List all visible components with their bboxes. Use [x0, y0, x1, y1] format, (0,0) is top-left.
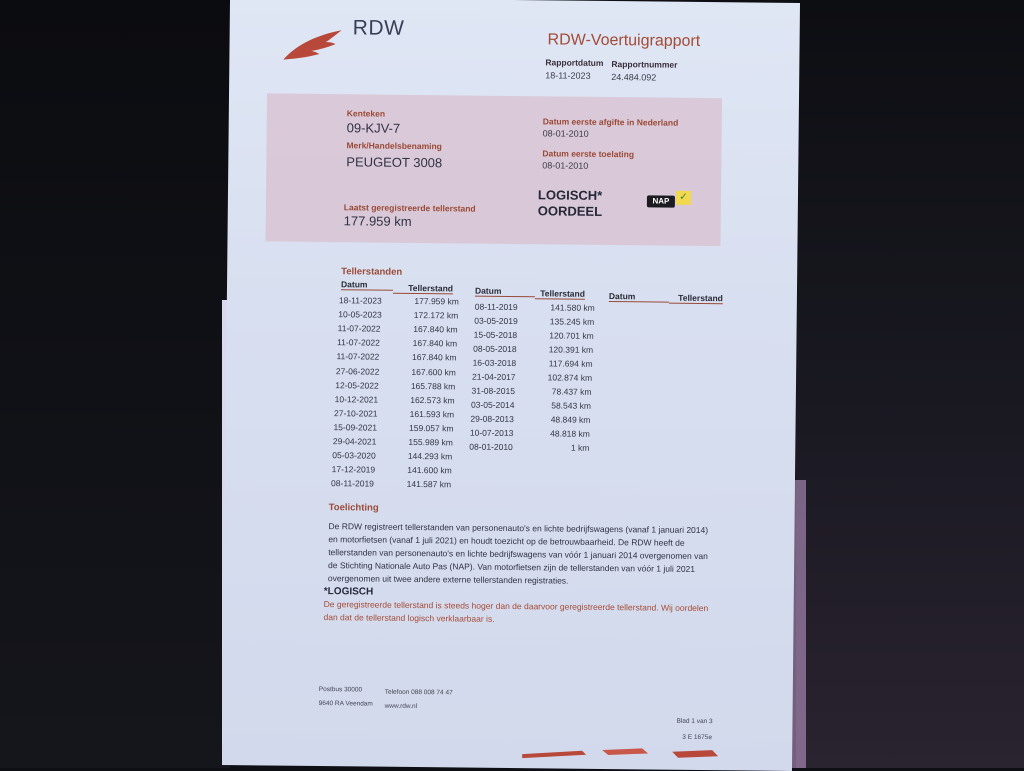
reading-km: 162.573 km: [410, 394, 455, 406]
reading-date: 27-10-2021: [334, 407, 378, 419]
reading-km: 102.874 km: [547, 372, 593, 383]
explanation-title: Toelichting: [328, 502, 379, 514]
reading-row: [335, 380, 455, 391]
reading-date: 15-09-2021: [333, 422, 378, 433]
footer-city: 9640 RA Veendam: [318, 700, 373, 708]
reading-date: 18-11-2023: [338, 295, 382, 306]
logisch-title: *LOGISCH: [323, 586, 374, 598]
reading-row: [335, 394, 455, 405]
reading-km: 58.543 km: [551, 400, 592, 411]
report-page: [222, 0, 800, 771]
reading-km: 48.818 km: [550, 428, 590, 439]
reading-km: 167.600 km: [411, 366, 456, 377]
reading-date: 17-12-2019: [331, 464, 376, 475]
verdict-line-1: LOGISCH*: [537, 187, 603, 203]
reading-km: 120.391 km: [548, 344, 594, 355]
col2-date-header: Datum: [475, 286, 535, 298]
report-number: [611, 59, 677, 83]
reading-km: 141.587 km: [406, 479, 452, 490]
brand-name: RDW: [352, 16, 405, 40]
reading-date: 08-05-2018: [473, 343, 517, 355]
footer-page: Blad 1 van 3: [676, 717, 713, 726]
reading-row: [470, 414, 590, 425]
verdict: [538, 187, 603, 220]
reading-date: 11-07-2022: [337, 337, 380, 348]
reading-km: 177.959 km: [414, 295, 459, 307]
background-left: [0, 0, 230, 768]
reading-row: [332, 450, 452, 461]
make-value: PEUGEOT 3008: [346, 154, 443, 171]
reading-km: 141.600 km: [407, 465, 452, 476]
reading-km: 117.694 km: [548, 358, 593, 369]
reading-row: [332, 464, 452, 475]
readings-title: Tellerstanden: [341, 266, 403, 278]
first-admission-value: 08-01-2010: [542, 160, 589, 171]
reading-row: [337, 337, 457, 348]
reading-row: [474, 330, 594, 341]
plate-value: 09-KJV-7: [346, 120, 401, 136]
logisch-text: De geregistreerde tellerstand is steeds hoger dan de daarvoor geregistreerde tellerstand. Wij oordelen dan dat de tellerstand logisch verklaarbaar is.: [323, 599, 709, 624]
report-date-value: 18-11-2023: [545, 70, 591, 81]
reading-date: 11-07-2022: [336, 351, 380, 363]
reading-date: 10-07-2013: [469, 427, 514, 439]
first-admission-label: Datum eerste toelating: [542, 148, 635, 160]
report-date: [545, 57, 603, 81]
first-nl-value: 08-01-2010: [542, 128, 589, 139]
reading-date: 21-04-2017: [472, 371, 516, 383]
reading-km: 141.580 km: [550, 302, 595, 313]
odometer-label: Laatst geregistreerde tellerstand: [343, 202, 476, 214]
reading-row: [473, 358, 593, 369]
reading-km: 1 km: [570, 442, 590, 453]
reading-row: [338, 323, 458, 334]
reading-km: 144.293 km: [407, 451, 453, 462]
first-nl-label: Datum eerste afgifte in Nederland: [542, 116, 679, 128]
reading-row: [473, 344, 593, 355]
reading-km: 159.057 km: [408, 422, 454, 434]
footer-code: 3 E 1675e: [682, 733, 712, 742]
background-right: [796, 0, 1024, 768]
reading-date: 31-08-2015: [471, 385, 516, 397]
reading-date: 16-03-2018: [472, 357, 517, 369]
col3-date-header: Datum: [609, 291, 669, 303]
reading-row: [336, 352, 456, 363]
report-number-label: Rapportnummer: [611, 59, 678, 70]
reading-row: [475, 302, 595, 313]
reading-row: [333, 436, 453, 447]
nap-badge: [647, 190, 691, 208]
make-label: Merk/Handelsbenaming: [346, 140, 442, 152]
reading-row: [333, 422, 453, 433]
col3-reading-header: Tellerstand: [669, 293, 723, 305]
col1-date-header: Datum: [341, 279, 393, 291]
reading-km: 165.788 km: [410, 380, 456, 392]
reading-km: 167.840 km: [413, 324, 458, 335]
reading-date: 12-05-2022: [335, 379, 379, 391]
reading-row: [469, 442, 589, 453]
footer-postbus: Postbus 30000: [318, 686, 363, 694]
decorative-stripes: [522, 740, 792, 771]
reading-date: 10-05-2023: [338, 309, 382, 320]
reading-km: 155.989 km: [408, 436, 453, 448]
reading-date: 15-05-2018: [473, 329, 518, 341]
reading-row: [471, 400, 591, 411]
reading-km: 172.172 km: [413, 310, 459, 321]
reading-date: 10-12-2021: [334, 393, 379, 405]
reading-row: [471, 386, 591, 397]
reading-date: 03-05-2019: [474, 315, 518, 327]
reading-km: 78.437 km: [551, 386, 592, 397]
reading-row: [339, 295, 459, 306]
explanation-text: De RDW registreert tellerstanden van personenauto's en lichte bedrijfswagens (vanaf 1 januari 2014) en motorfietsen (vanaf 1 juli 2021) en houdt toezicht op de betrouwbaarheid. De RDW heeft de tellerstanden van personenauto's en lichte bedrijfswagens van vóór 1 januari 2014 overgenomen van de Stichting Nationale Auto Pas (NAP). Van motorfietsen zijn de tellerstanden van vóór 1 juli 2021 overgenomen uit twee andere externe tellerstanden registraties.: [327, 521, 709, 586]
reading-date: 05-03-2020: [332, 450, 376, 461]
report-number-value: 24.484.092: [611, 72, 657, 83]
verdict-line-2: OORDEEL: [537, 203, 603, 219]
col2-reading-header: Tellerstand: [535, 288, 585, 300]
col1-reading-header: Tellerstand: [393, 283, 453, 295]
reading-row: [470, 428, 590, 439]
reading-km: 161.593 km: [409, 408, 455, 420]
reading-row: [472, 372, 592, 383]
plate-label: Kenteken: [346, 108, 386, 119]
footer-web: www.rdw.nl: [384, 702, 418, 711]
report-date-label: Rapportdatum: [545, 57, 604, 68]
footer-phone: Telefoon 088 008 74 47: [384, 688, 453, 697]
reading-row: [336, 366, 456, 377]
reading-date: 29-08-2013: [470, 413, 514, 425]
reading-row: [331, 478, 451, 489]
reading-km: 48.849 km: [550, 414, 591, 425]
reading-date: 08-01-2010: [469, 441, 513, 453]
reading-row: [474, 316, 594, 327]
reading-km: 167.840 km: [412, 338, 458, 349]
report-title: RDW-Voertuigrapport: [547, 31, 701, 50]
nap-label: NAP: [647, 195, 675, 207]
reading-date: 03-05-2014: [470, 399, 515, 411]
vehicle-summary-box: [265, 93, 722, 246]
reading-date: 27-06-2022: [335, 365, 380, 377]
reading-km: 135.245 km: [549, 316, 595, 327]
reading-date: 29-04-2021: [332, 436, 377, 447]
reading-km: 167.840 km: [411, 352, 457, 363]
odometer-value: 177.959 km: [343, 213, 412, 229]
reading-km: 120.701 km: [549, 330, 594, 341]
reading-row: [334, 408, 454, 419]
check-icon: ✓: [676, 191, 691, 205]
reading-date: 08-11-2019: [474, 301, 518, 313]
reading-date: 08-11-2019: [331, 478, 374, 489]
reading-row: [338, 309, 458, 320]
rdw-logo: [281, 28, 343, 63]
reading-date: 11-07-2022: [337, 323, 381, 334]
